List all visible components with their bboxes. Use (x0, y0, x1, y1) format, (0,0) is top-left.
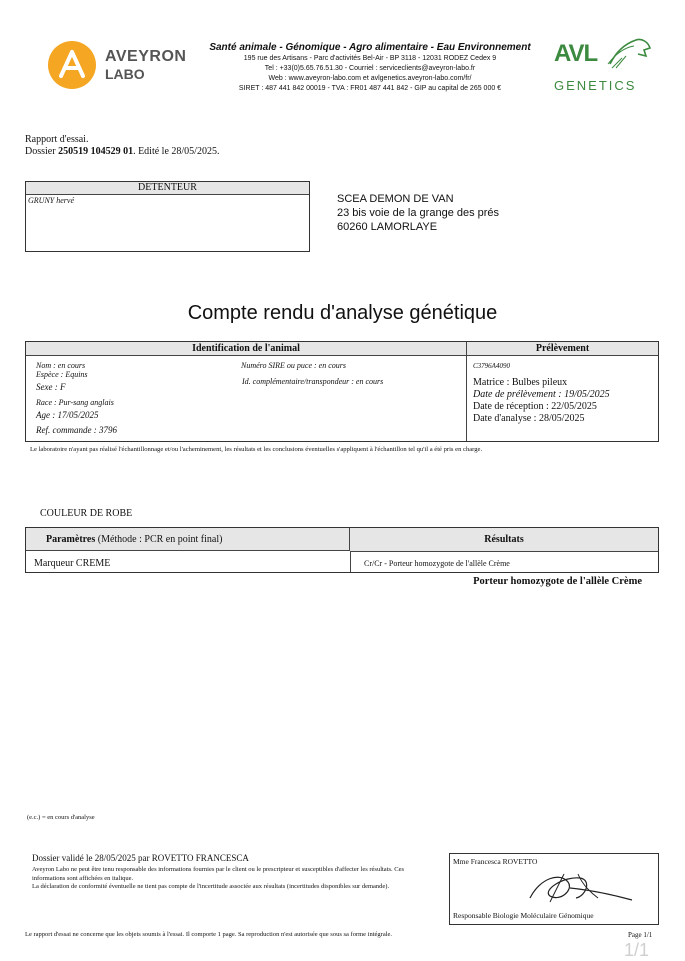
aveyron-labo-logo (47, 40, 197, 90)
validation-p2: La déclaration de conformité éventuelle ne tient pas compte de l'incertitude associée aux résultats (incertitudes disponibles sur demande). (32, 883, 390, 890)
animal-left-fields (36, 360, 117, 436)
page-number-small: Page 1/1 (628, 931, 653, 939)
animal-sire: Numéro SIRE ou puce : en cours (241, 361, 347, 370)
main-title: Compte rendu d'analyse génétique (187, 302, 498, 324)
dossier-line (25, 146, 219, 157)
animal-right-fields (241, 360, 383, 387)
param-col-bold: Paramètres (46, 534, 96, 545)
sample-date-analyse: Date d'analyse : 28/05/2025 (473, 413, 585, 424)
animal-race: Race : Pur-sang anglais (36, 398, 114, 407)
footer-text: Le rapport d'essai ne concerne que les objets soumis à l'essai. Il comporte 1 page. Sa reproduction n'est autorisée que sous sa forme intégrale. (25, 931, 393, 938)
brand-right-top: AVL (554, 40, 598, 67)
holder-box (25, 181, 310, 252)
aveyron-labo-icon (47, 40, 97, 90)
signatory-name: Mme Francesca ROVETTO (453, 857, 538, 866)
result-row-param: Marqueur CREME (34, 558, 111, 569)
sample-code: C3796A4090 (473, 362, 510, 370)
param-col-rest: (Méthode : PCR en point final) (95, 534, 223, 545)
recipient-line2: 23 bis voie de la grange des prés (337, 207, 500, 219)
animal-sample-table (25, 341, 659, 442)
validation-text (32, 866, 412, 892)
dossier-prefix: Dossier (25, 146, 56, 157)
tagline: Santé animale - Génomique - Agro alimentaire - Eau Environnement (209, 42, 531, 53)
animal-espece: Espèce : Equins (36, 370, 88, 379)
animal-ref: Ref. commande : 3796 (36, 425, 117, 435)
results-divider (350, 551, 351, 572)
avl-genetics-logo (552, 34, 658, 96)
sample-date-prel: Date de prélèvement : 19/05/2025 (473, 389, 610, 400)
disclaimer: Le laboratoire n'ayant pas réalisé l'échantillonnage et/ou l'acheminement, les résultats et les conclusions éventuelles s'appliquent à l'échantillon tel qu'il a été pris en charge. (30, 446, 483, 453)
web: Web : www.aveyron-labo.com et avlgenetics.aveyron-labo.com/fr/ (268, 75, 472, 82)
signatory-role: Responsable Biologie Moléculaire Génomique (453, 911, 594, 920)
handwritten-signature (520, 868, 640, 908)
results-header-param (26, 528, 350, 551)
animal-header: Identification de l'animal (26, 342, 467, 356)
sample-header: Prélèvement (467, 342, 658, 356)
address: 195 rue des Artisans - Parc d'activités Bel-Air - BP 3118 - 12031 RODEZ Cedex 9 (243, 55, 497, 62)
validation-line: Dossier validé le 28/05/2025 par ROVETTO FRANCESCA (32, 853, 249, 863)
recipient-address (337, 192, 499, 234)
signature-box (449, 853, 659, 925)
results-header-result: Résultats (350, 528, 658, 552)
footnote: (e.c.) = en cours d'analyse (27, 814, 95, 821)
legal: SIRET : 487 441 842 00019 - TVA : FR01 487 441 842 - GIP au capital de 265 000 € (238, 85, 502, 92)
conclusion: Porteur homozygote de l'allèle Crème (473, 576, 642, 587)
column-divider (466, 355, 467, 441)
brand-left-line1: AVEYRON (105, 48, 187, 65)
sample-fields (473, 360, 610, 425)
report-type: Rapport d'essai. (25, 134, 89, 145)
animal-sexe: Sexe : F (36, 382, 66, 392)
brand-right-bottom: GENETICS (554, 78, 637, 93)
dossier-edited: . Edité le 28/05/2025. (133, 146, 220, 157)
animal-nom: Nom : en cours (36, 361, 86, 370)
sample-matrice: Matrice : Bulbes pileux (473, 377, 568, 388)
contact: Tel : +33(0)5.65.76.51.30 - Courriel : serviceclients@aveyron-labo.fr (264, 65, 476, 72)
holder-title: DETENTEUR (26, 182, 309, 195)
recipient-line1: SCEA DEMON DE VAN (337, 193, 454, 205)
lab-contact-block (200, 42, 540, 94)
animal-id-comp: Id. complémentaire/transpondeur : en cours (242, 377, 384, 386)
holder-name: GRUNY hervé (28, 196, 74, 205)
results-table (25, 527, 659, 573)
recipient-line3: 60260 LAMORLAYE (337, 221, 438, 233)
animal-age: Age : 17/05/2025 (36, 410, 99, 420)
brand-left-line2: LABO (105, 66, 145, 82)
result-row-value: Cr/Cr - Porteur homozygote de l'allèle Crème (364, 559, 510, 568)
dossier-number: 250519 104529 01 (58, 146, 134, 157)
validation-p1: Aveyron Labo ne peut être tenu responsable des informations fournies par le client ou le prescripteur et susceptibles d'affecter les résultats. Ces informations sont affichées en italique. (32, 866, 405, 882)
section-title: COULEUR DE ROBE (40, 508, 133, 519)
sample-date-recep: Date de réception : 22/05/2025 (473, 401, 597, 412)
page-number-big: 1/1 (624, 940, 650, 960)
